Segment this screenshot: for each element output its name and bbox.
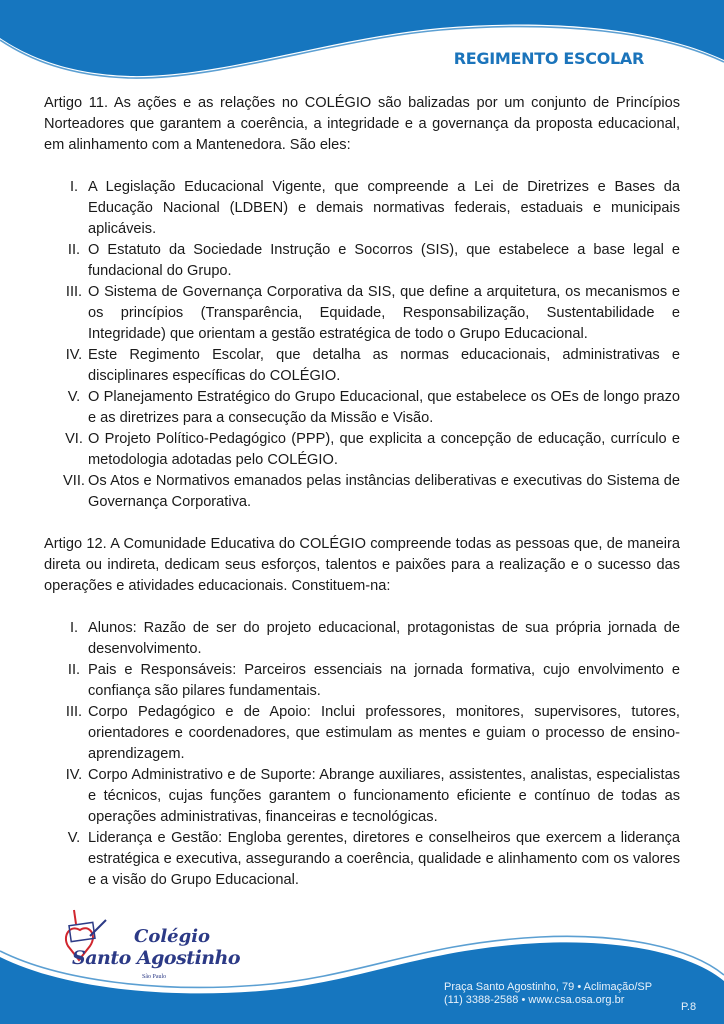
item-number: II. [67,242,81,258]
item-text: Pais e Responsáveis: Parceiros essenciais na jornada formativa, cujo envolvimento e confiança são pilares fundamentais. [88,662,680,699]
logo-text-santo-agostinho: Santo Agostinho [72,947,241,969]
address-line: Praça Santo Agostinho, 79 • Aclimação/SP [444,981,653,993]
article-11-list [44,177,680,513]
page-number: P.8 [681,1001,697,1013]
list-item [44,282,680,345]
item-number: I. [69,620,79,636]
header-wave-decoration [0,0,724,80]
list-item [44,177,680,240]
contact-line: (11) 3388-2588 • www.csa.osa.org.br [444,994,625,1006]
list-item [44,240,680,282]
item-number: III. [65,284,83,300]
item-text: Os Atos e Normativos emanados pelas instâncias deliberativas e executivas do Sistema de Governança Corporativa. [88,473,680,510]
item-text: Alunos: Razão de ser do projeto educacional, protagonistas de sua própria jornada de desenvolvimento. [88,620,680,657]
item-number: VI. [65,431,83,447]
item-text: Liderança e Gestão: Engloba gerentes, diretores e conselheiros que exercem a liderança estratégica e executiva, assegurando a coerência, qualidade e alinhamento com os valores e a visão do Grupo Educacional. [88,830,680,888]
list-item [44,618,680,660]
list-item [44,660,680,702]
list-item [44,828,680,891]
list-item [44,387,680,429]
item-number: II. [67,662,81,678]
article-12-intro: Artigo 12. A Comunidade Educativa do COLÉGIO compreende todas as pessoas que, de maneira direta ou indireta, dedicam seus esforços, talentos e paixões para a realização e o sucesso das operações e atividades educacionais. Constituem-na: [44,536,680,594]
list-item [44,345,680,387]
item-number: V. [67,830,81,846]
item-number: VII. [63,473,85,489]
list-item [44,765,680,828]
item-text: Corpo Administrativo e de Suporte: Abrange auxiliares, assistentes, analistas, especialistas e técnicos, cujas funções garantem o funcionamento eficiente e contínuo de todas as operações administrativas, financeiras e tecnológicas. [88,767,680,825]
logo-text-colegio: Colégio [134,926,211,947]
item-text: A Legislação Educacional Vigente, que compreende a Lei de Diretrizes e Bases da Educação Nacional (LDBEN) e demais normativas federais, estaduais e municipais aplicáveis. [88,179,680,237]
item-text: O Projeto Político-Pedagógico (PPP), que explicita a concepção de educação, currículo e metodologia adotadas pelo COLÉGIO. [88,431,680,468]
item-number: IV. [65,767,83,783]
item-number: I. [69,179,79,195]
document-body [44,93,680,912]
item-number: III. [65,704,83,720]
logo-text-sao-paulo: São Paulo [142,974,167,980]
item-text: O Sistema de Governança Corporativa da SIS, que define a arquitetura, os mecanismos e os princípios (Transparência, Equidade, Responsabilização, Sustentabilidade e Integridade) que orientam a gestão estratégica de todo o Grupo Educacional. [88,284,680,342]
list-item [44,471,680,513]
item-number: IV. [65,347,83,363]
article-11-intro: Artigo 11. As ações e as relações no COLÉGIO são balizadas por um conjunto de Princípios Norteadores que garantem a coerência, a integridade e a governança da proposta educacional, em alinhamento com a Mantenedora. São eles: [44,95,680,153]
footer-address [444,981,652,1007]
item-number: V. [67,389,81,405]
document-title: REGIMENTO ESCOLAR [453,49,644,68]
item-text: O Planejamento Estratégico do Grupo Educacional, que estabelece os OEs de longo prazo e as diretrizes para a consecução da Missão e Visão. [88,389,680,426]
list-item [44,429,680,471]
item-text: Este Regimento Escolar, que detalha as normas educacionais, administrativas e disciplinares específicas do COLÉGIO. [88,347,680,384]
list-item [44,702,680,765]
item-text: Corpo Pedagógico e de Apoio: Inclui professores, monitores, supervisores, tutores, orientadores e coordenadores, que estimulam as mentes e guiam o processo de ensino-aprendizagem. [88,704,680,762]
item-text: O Estatuto da Sociedade Instrução e Socorros (SIS), que estabelece a base legal e fundacional do Grupo. [88,242,680,279]
article-12-list [44,618,680,891]
